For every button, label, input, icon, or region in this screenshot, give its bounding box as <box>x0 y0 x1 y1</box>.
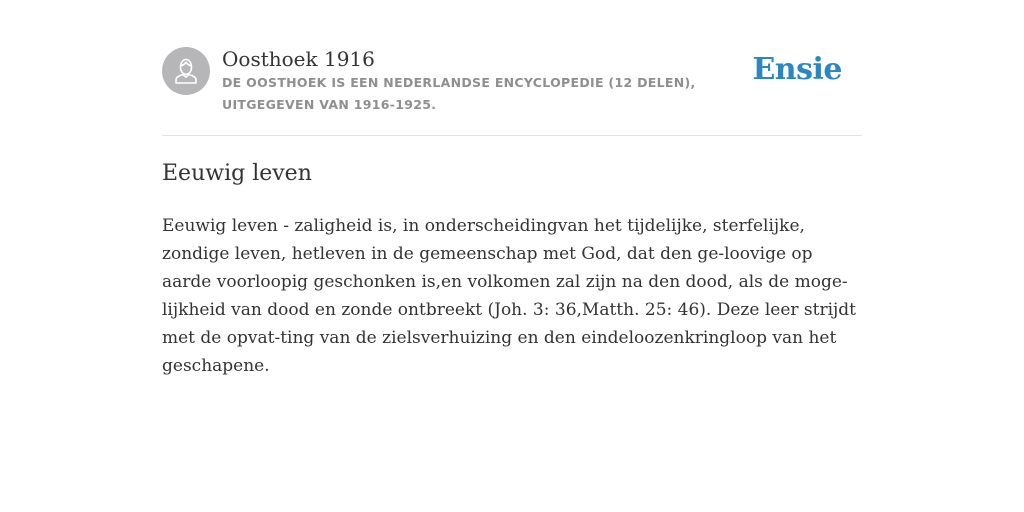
source-avatar[interactable] <box>162 47 210 95</box>
entry-card <box>162 0 862 512</box>
source-name[interactable]: Oosthoek 1916 <box>222 47 375 71</box>
header-divider <box>162 135 862 136</box>
source-description: DE OOSTHOEK IS EEN NEDERLANDSE ENCYCLOPEDIE (12 DELEN), UITGEGEVEN VAN 1916-1925. <box>222 75 696 112</box>
ensie-logo[interactable]: Ensie <box>752 52 842 87</box>
user-silhouette-icon <box>162 47 210 95</box>
source-header <box>162 46 862 136</box>
entry-title: Eeuwig leven <box>162 161 312 186</box>
entry-body: Eeuwig leven - zaligheid is, in onderscheidingvan het tijdelijke, sterfelijke, zondige leven, hetleven in de gemeenschap met God, dat den ge-loovige op aarde voorloopig geschonken is,en volkomen zal zijn na den dood, als de moge-lijkheid van dood en zonde ontbreekt (Joh. 3: 36,Matth. 25: 46). Deze leer strijdt met de opvat-ting van de zielsverhuizing en den eindeloozenkringloop van het geschapene. <box>162 216 857 376</box>
